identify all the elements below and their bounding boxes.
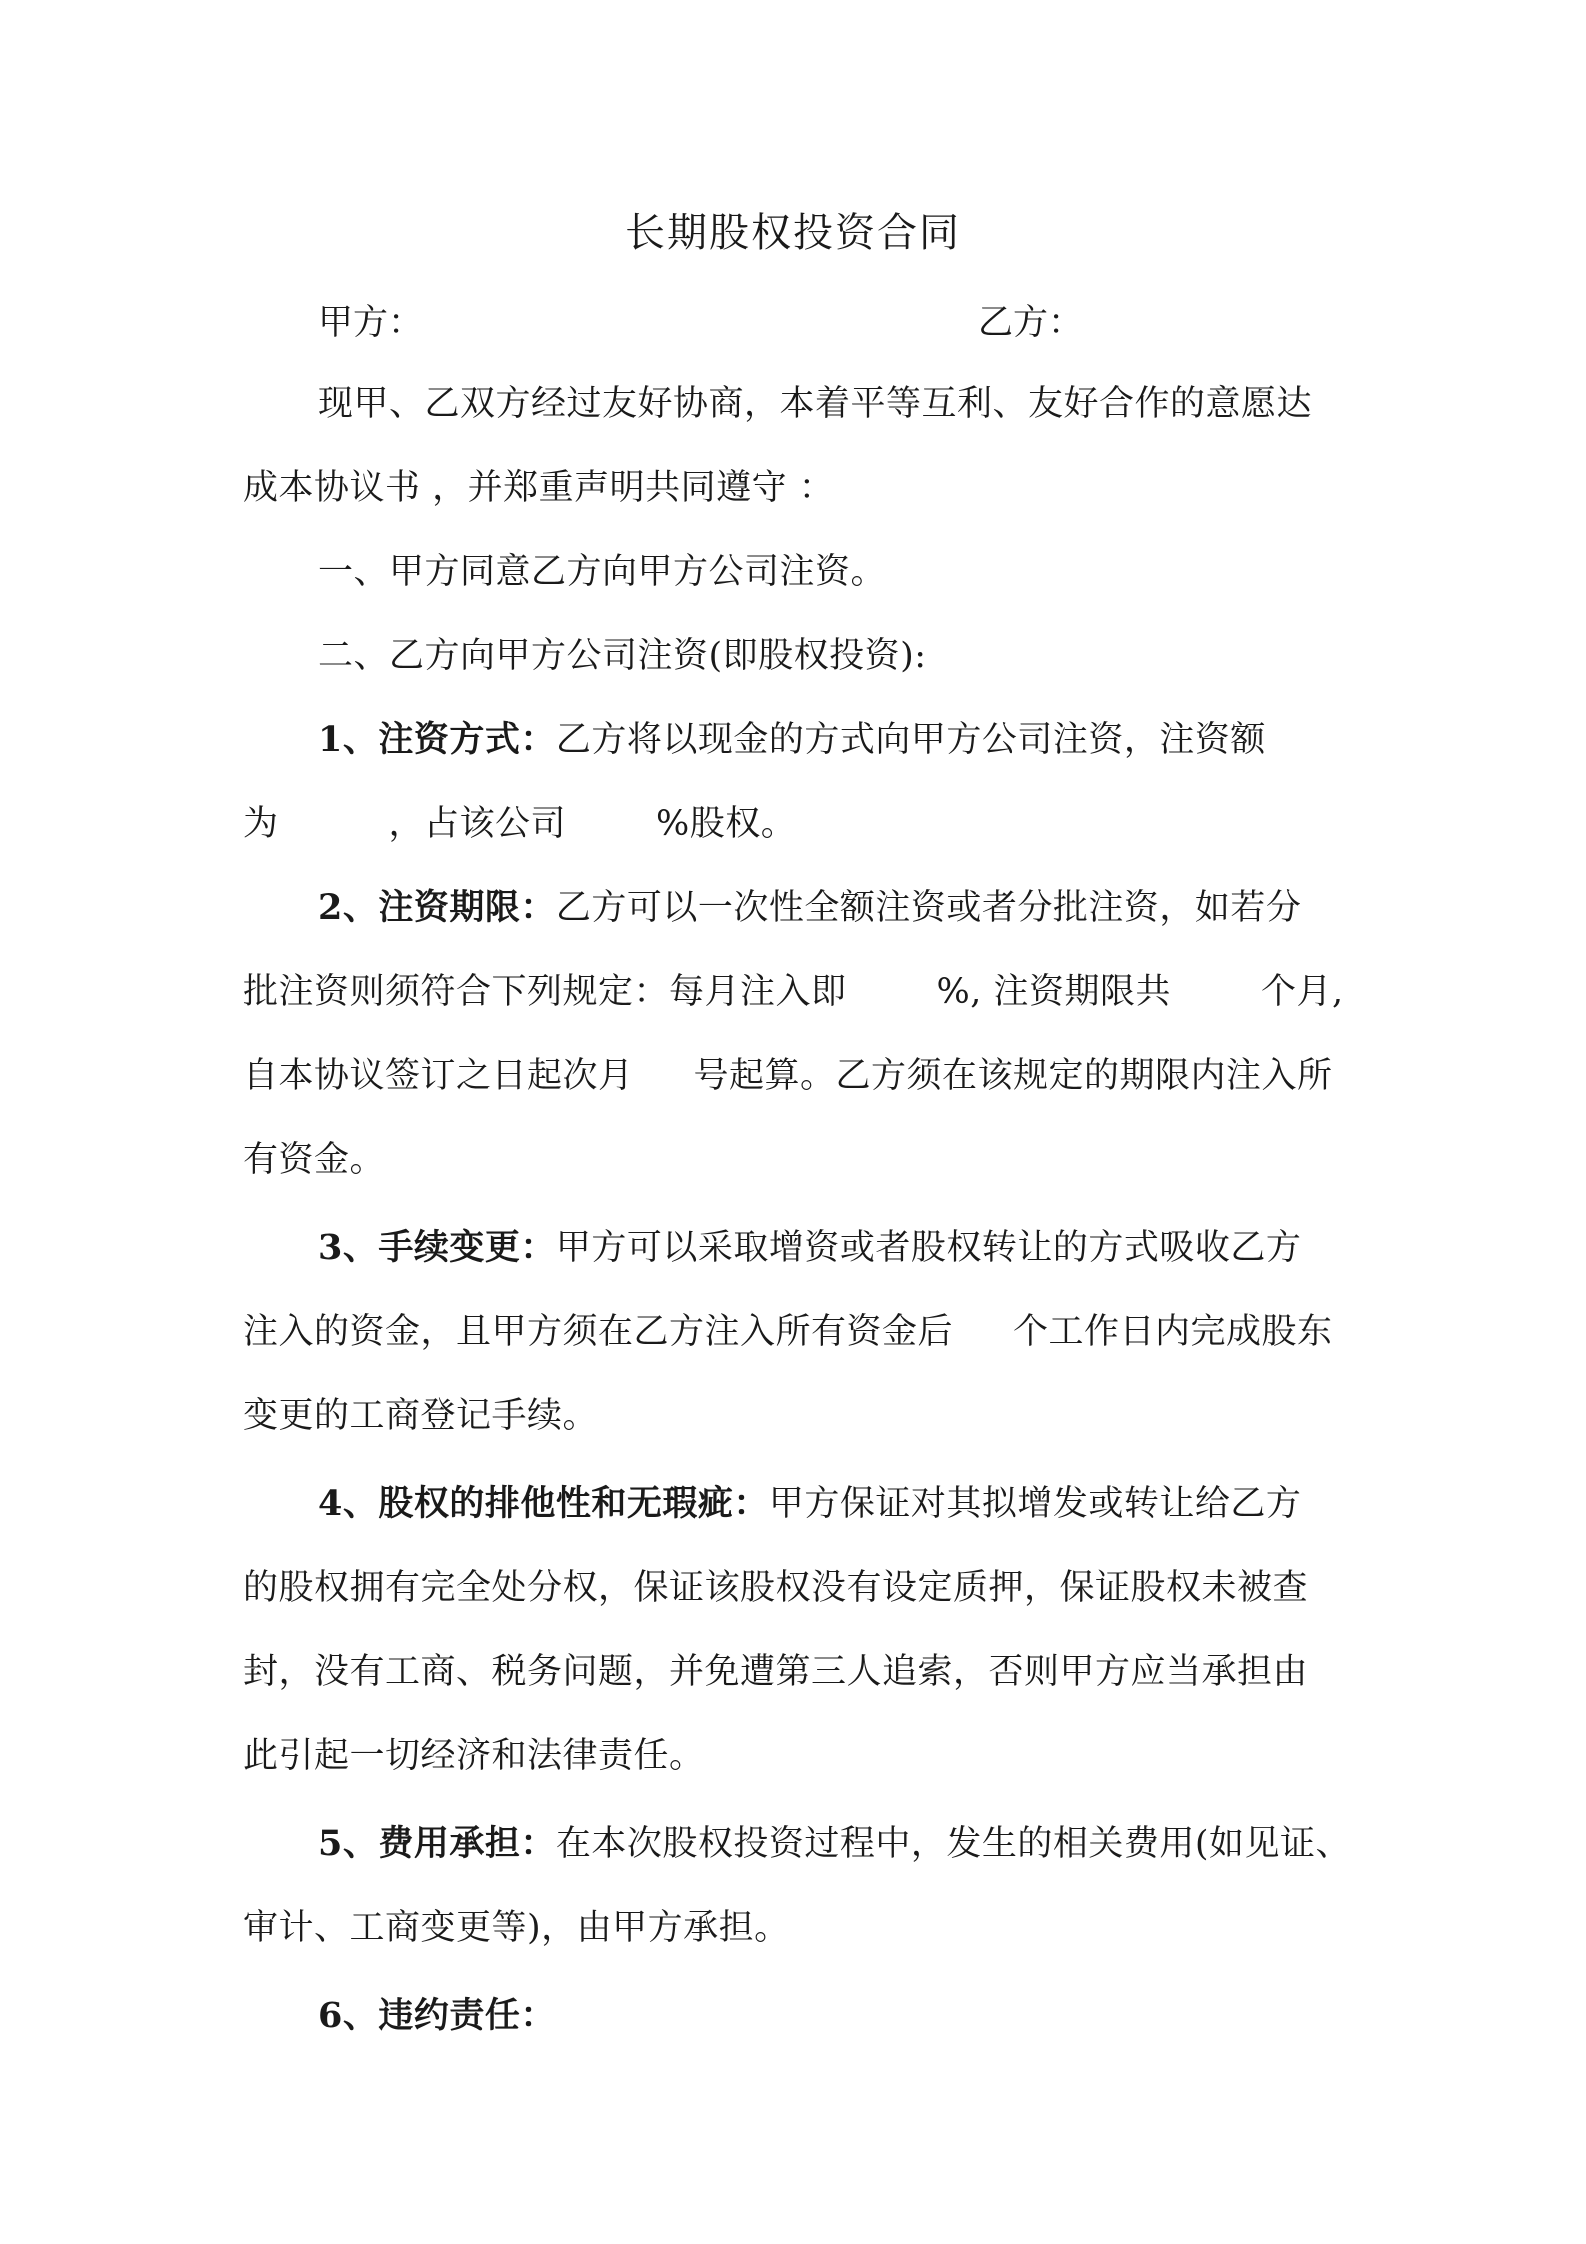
- clause-2-text-c: 个月,: [1261, 972, 1344, 1012]
- document-title: 长期股权投资合同: [625, 210, 961, 256]
- clause-2-line-3: [243, 1048, 1363, 1104]
- party-a-label: 甲方：: [318, 303, 424, 343]
- clause-2-line-4: 有资金。: [243, 1140, 386, 1180]
- clause-4-heading: 4、股权的排他性和无瑕疵：: [318, 1483, 769, 1524]
- clause-2-text-a: 批注资则须符合下列规定：每月注入即: [243, 972, 847, 1012]
- clause-3-text-b: 个工作日内完成股东: [1013, 1312, 1333, 1352]
- clause-1-text-b: ，占该公司: [388, 804, 567, 844]
- clause-5-line-1: [318, 1816, 1438, 1872]
- clause-5-line-2: 审计、工商变更等)，由甲方承担。: [243, 1908, 790, 1948]
- clause-1-line-1: [318, 712, 1438, 768]
- clause-4-line-2: 的股权拥有完全处分权，保证该股权没有设定质押，保证股权未被查: [243, 1568, 1309, 1608]
- clause-3-line-1: [318, 1220, 1438, 1276]
- party-b-label: 乙方：: [978, 303, 1084, 343]
- section-1: 一、甲方同意乙方向甲方公司注资。: [318, 552, 887, 592]
- clause-4-line-3: 封，没有工商、税务问题，并免遭第三人追索，否则甲方应当承担由: [243, 1652, 1309, 1692]
- preamble-line-2: 成本协议书 ，并郑重声明共同遵守 ：: [243, 468, 835, 508]
- clause-3-line-2: [243, 1304, 1363, 1360]
- clause-4-line-1: [318, 1476, 1438, 1532]
- clause-2-text-e: 号起算。乙方须在该规定的期限内注入所: [693, 1056, 1333, 1096]
- clause-5-heading: 5、费用承担：: [318, 1823, 556, 1864]
- clause-1-text: 乙方将以现金的方式向甲方公司注资，注资额: [555, 720, 1266, 760]
- clause-3-line-3: 变更的工商登记手续。: [243, 1396, 599, 1436]
- clause-6-line-1: [318, 1988, 1438, 2044]
- clause-2-text-b: %, 注资期限共: [936, 972, 1172, 1012]
- clause-1-heading: 1、注资方式：: [318, 719, 556, 760]
- section-2: 二、乙方向甲方公司注资(即股权投资):: [318, 636, 927, 676]
- clause-2-line-2: [243, 964, 1363, 1020]
- clause-1-line-2: [243, 796, 1363, 852]
- clause-3-heading: 3、手续变更：: [318, 1227, 556, 1268]
- clause-4-line-4: 此引起一切经济和法律责任。: [243, 1736, 705, 1776]
- clause-2-heading: 2、注资期限：: [318, 887, 556, 928]
- preamble-line-1: 现甲、乙双方经过友好协商，本着平等互利、友好合作的意愿达: [318, 384, 1313, 424]
- clause-6-heading: 6、违约责任：: [318, 1995, 556, 2036]
- clause-3-text-a: 注入的资金，且甲方须在乙方注入所有资金后: [243, 1312, 954, 1352]
- clause-2-line-1: [318, 880, 1438, 936]
- clause-1-text-a: 为: [243, 804, 279, 844]
- clause-5-text: 在本次股权投资过程中，发生的相关费用(如见证、: [555, 1824, 1352, 1864]
- clause-2-text-d: 自本协议签订之日起次月: [243, 1056, 634, 1096]
- clause-4-text: 甲方保证对其拟增发或转让给乙方: [768, 1484, 1302, 1524]
- clause-2-text: 乙方可以一次性全额注资或者分批注资，如若分: [555, 888, 1302, 928]
- clause-1-text-c: %股权。: [656, 804, 797, 844]
- clause-3-text: 甲方可以采取增资或者股权转让的方式吸收乙方: [555, 1228, 1302, 1268]
